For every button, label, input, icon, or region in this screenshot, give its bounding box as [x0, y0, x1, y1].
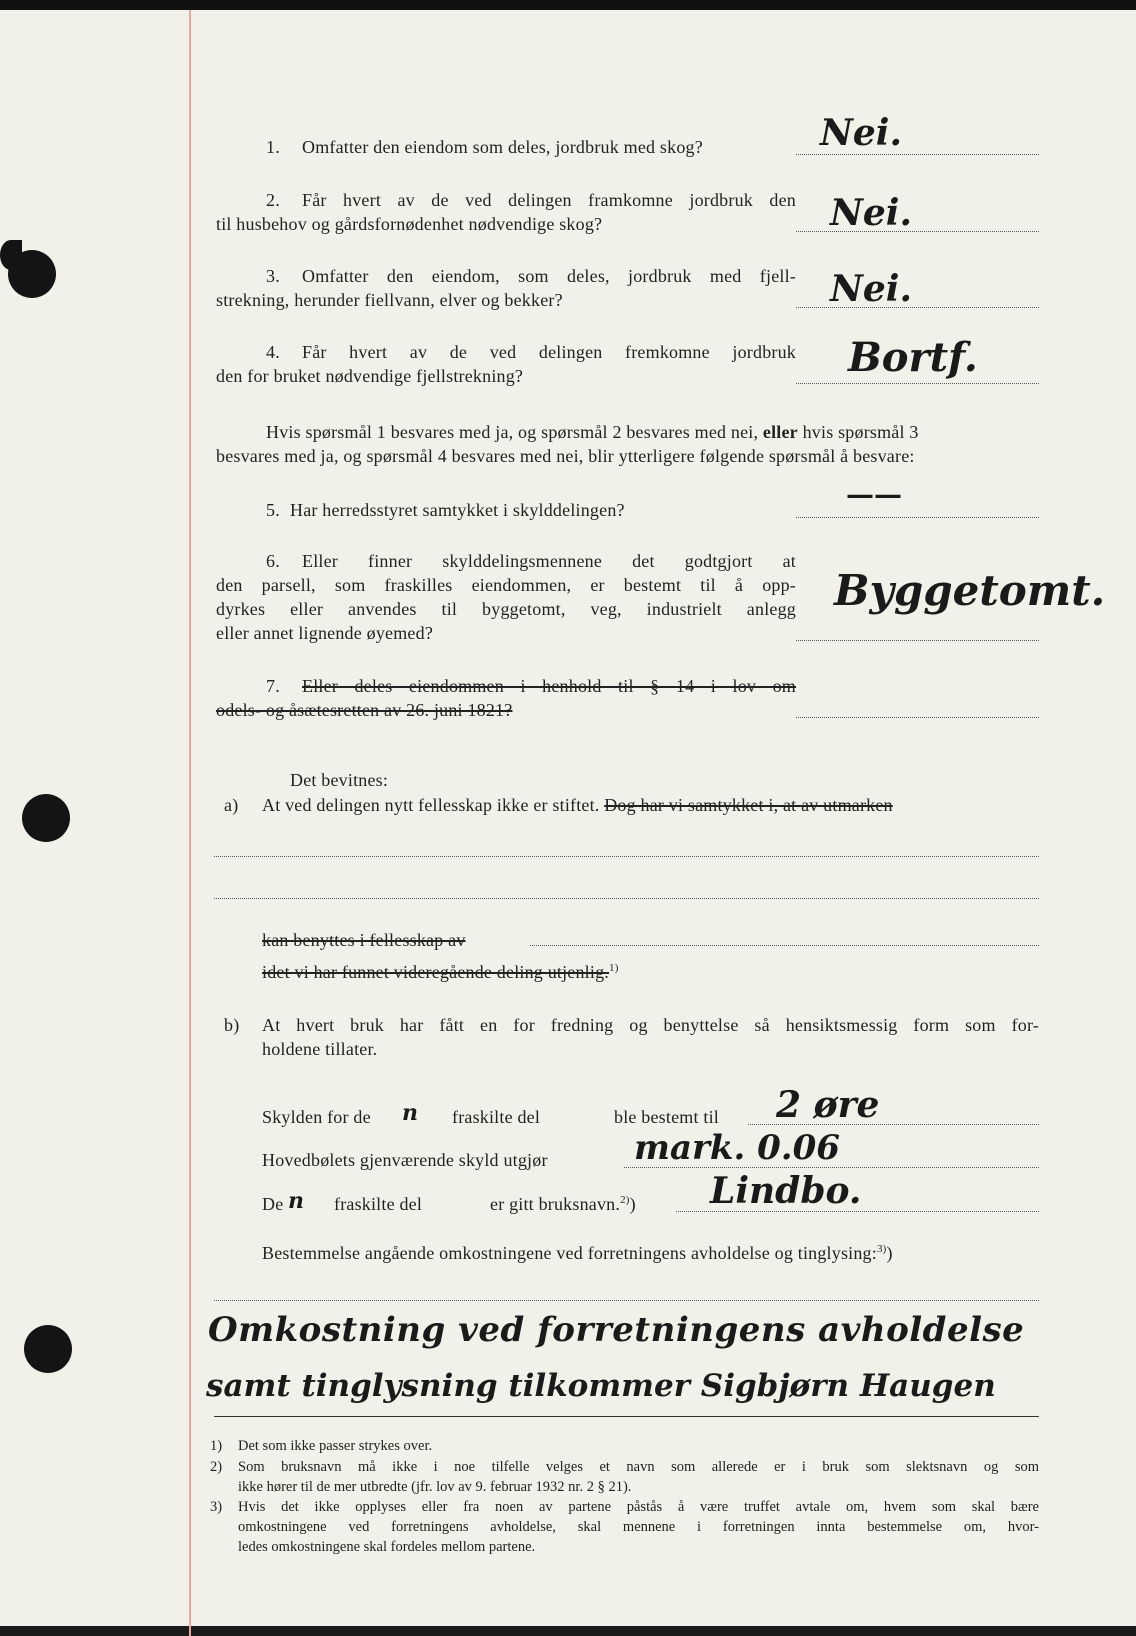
- footnote3-line3: ledes omkostningene skal fordeles mellom partene.: [238, 1539, 536, 1555]
- skyld-label-c: ble bestemt til: [614, 1107, 719, 1127]
- witness-b-line2: holdene tillater.: [262, 1039, 378, 1059]
- best-line2: samt tinglysning tilkommer Sigbjørn Haugen: [206, 1368, 996, 1404]
- punch-hole: [22, 794, 70, 842]
- q2-number: 2.: [266, 190, 280, 210]
- q5-text: Har herredsstyret samtykket i skylddelingen?: [290, 500, 625, 520]
- q6-number: 6.: [266, 551, 280, 571]
- q4-line1: Får hvert av de ved delingen fremkomne jordbruk: [302, 342, 796, 362]
- margin-line: [189, 10, 191, 1636]
- q7-answer-line: [796, 717, 1039, 718]
- skyld-label-a: Skylden for de: [262, 1107, 371, 1127]
- best-label: Bestemmelse angående omkostningene ved forretningens avholdelse og tinglysing:$^{3)}$): [262, 1243, 893, 1263]
- witness-heading: Det bevitnes:: [290, 770, 389, 790]
- q3-number: 3.: [266, 266, 280, 286]
- q2-answer: Nei.: [830, 192, 913, 234]
- navn-label-c: er gitt bruksnavn.$^{2)}$): [490, 1194, 636, 1214]
- witness-a-main: At ved delingen nytt fellesskap ikke er stiftet.: [262, 795, 600, 815]
- witness-a-line2: [214, 856, 1039, 857]
- best-line1-dots: [214, 1300, 1039, 1301]
- witness-a-line4-text: idet vi har funnet videregående deling utjenlig.: [262, 962, 609, 982]
- q6-line2: den parsell, som fraskilles eiendommen, er bestemt til å opp-: [216, 575, 796, 595]
- witness-a-label: a): [224, 795, 239, 815]
- intro-line2: besvares med ja, og spørsmål 4 besvares med nei, blir ytterligere følgende spørsmål å besvare:: [216, 446, 915, 466]
- q5-answer: ——: [846, 478, 902, 511]
- hoved-label: Hovedbølets gjenværende skyld utgjør: [262, 1150, 548, 1170]
- q2-line1: Får hvert av de ved delingen framkomne jordbruk den: [302, 190, 796, 210]
- best-ref: 3): [876, 1243, 887, 1255]
- intro-eller: eller: [762, 422, 798, 442]
- footnote2-line1: Som bruksnavn må ikke i noe tilfelle velges et navn som allerede er i bruk som slektsnavn og som: [238, 1459, 1039, 1475]
- q2-line2: til husbehov og gårdsfornødenhet nødvendige skog?: [216, 214, 603, 234]
- q7-number: 7.: [266, 676, 280, 696]
- q4-answer: Bortf.: [848, 334, 978, 381]
- q1-number: 1.: [266, 137, 280, 157]
- q4-answer-line: [796, 383, 1039, 384]
- top-scan-edge: [0, 0, 1136, 10]
- navn-label-c-text: er gitt bruksnavn.: [490, 1194, 621, 1214]
- navn-ref: 2): [620, 1194, 630, 1206]
- witness-a-line3-dots: [530, 945, 1039, 946]
- q6-line1: Eller finner skylddelingsmennene det godtgjort at: [302, 551, 796, 571]
- witness-a-struck: Dog har vi samtykket i, at av utmarken: [604, 795, 893, 815]
- witness-a-line3: kan benyttes i fellesskap av: [262, 930, 466, 950]
- intro-line1a: Hvis spørsmål 1 besvares med ja, og spørsmål 2 besvares med nei,: [266, 422, 759, 442]
- q5-number: 5.: [266, 500, 280, 520]
- q1-answer: Nei.: [820, 112, 903, 154]
- q7-line1: Eller deles eiendommen i henhold til § 14 i lov om: [302, 676, 796, 696]
- q5-answer-line: [796, 517, 1039, 518]
- footnote3-num: 3): [210, 1499, 223, 1515]
- witness-a-line2b: [214, 898, 1039, 899]
- navn-answer: Lindbo.: [710, 1170, 862, 1212]
- skyld-answer: 2 øre: [776, 1084, 880, 1126]
- q7-line2: odels- og åsætesretten av 26. juni 1821?: [216, 700, 513, 720]
- q4-line2: den for bruket nødvendige fjellstrekning?: [216, 366, 524, 386]
- q1-answer-line: [796, 154, 1039, 155]
- intro-line1: [266, 422, 919, 443]
- bottom-scan-edge: [0, 1626, 1136, 1636]
- q1-text: Omfatter den eiendom som deles, jordbruk med skog?: [302, 137, 703, 157]
- footnote2-num: 2): [210, 1459, 223, 1475]
- q6-line4: eller annet lignende øyemed?: [216, 623, 434, 643]
- q6-answer: Byggetomt.: [834, 566, 1106, 615]
- footnote2-line2: ikke hører til de mer utbredte (jfr. lov av 9. februar 1932 nr. 2 § 21).: [238, 1479, 632, 1495]
- punch-hole-smudge: [0, 240, 22, 270]
- intro-line1c: hvis spørsmål 3: [802, 422, 919, 442]
- skyld-label-b: fraskilte del: [452, 1107, 541, 1127]
- witness-b-label: b): [224, 1015, 240, 1035]
- hoved-answer: mark. 0.06: [634, 1128, 840, 1168]
- q4-number: 4.: [266, 342, 280, 362]
- footnote1-num: 1): [210, 1438, 223, 1454]
- q3-answer: Nei.: [830, 268, 913, 310]
- q3-line2: strekning, herunder fiellvann, elver og bekker?: [216, 290, 563, 310]
- witness-b-line1: At hvert bruk har fått en for fredning og benyttelse så hensiktsmessig form som for-: [262, 1015, 1039, 1035]
- best-label-text: Bestemmelse angående omkostningene ved forretningens avholdelse og tinglysing:: [262, 1243, 877, 1263]
- punch-hole: [24, 1325, 72, 1373]
- footnote3-line2: omkostningene ved forretningens avholdelse, skal mennene i forretningen innta bestemmelse om, hvor-: [238, 1519, 1039, 1535]
- q3-line1: Omfatter den eiendom, som deles, jordbruk med fjell-: [302, 266, 796, 286]
- footnote1: Det som ikke passer strykes over.: [238, 1438, 433, 1454]
- witness-a-text: [262, 795, 893, 816]
- q6-line3: dyrkes eller anvendes til byggetomt, veg, industrielt anlegg: [216, 599, 796, 619]
- navn-handwritten-n: n: [288, 1188, 304, 1214]
- navn-label-a: De: [262, 1194, 284, 1214]
- navn-label-b: fraskilte del: [334, 1194, 423, 1214]
- footnote3-line1: Hvis det ikke opplyses eller fra noen av partene påstås å være truffet avtale om, hvem som skal bære: [238, 1499, 1039, 1515]
- skyld-handwritten-n: n: [402, 1100, 418, 1126]
- best-line1: Omkostning ved forretningens avholdelse: [208, 1310, 1025, 1350]
- witness-a-footref: 1): [609, 962, 619, 974]
- footnote-rule: [214, 1416, 1039, 1417]
- q6-answer-line: [796, 640, 1039, 641]
- witness-a-line4: [262, 962, 619, 983]
